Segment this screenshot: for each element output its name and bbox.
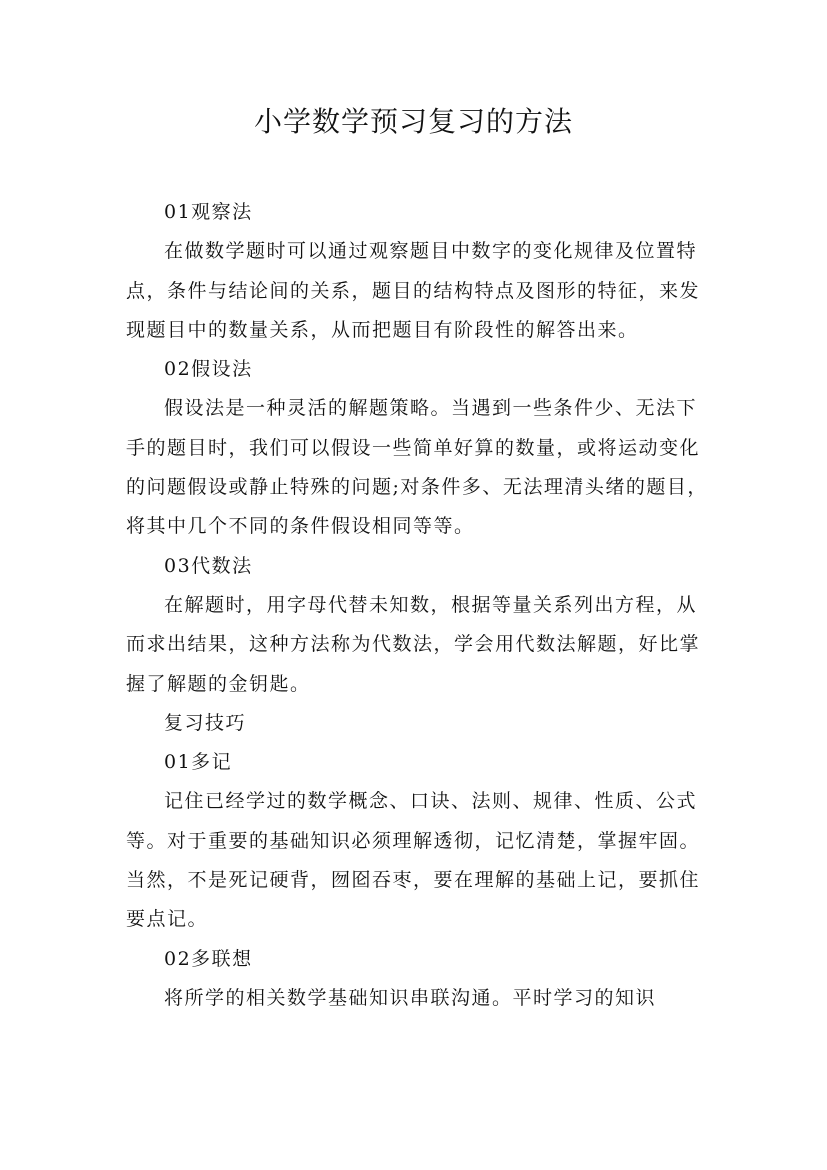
- heading-algebra-method: 03代数法: [164, 554, 253, 577]
- heading-memorize-more: 01多记: [164, 751, 233, 774]
- paragraph-associate-more: 将所学的相关数学基础知识串联沟通。平时学习的知识: [164, 986, 657, 1009]
- paragraph-memorize-more: 记住已经学过的数学概念、口诀、法则、规律、性质、公式等。对于重要的基础知识必须理解透彻，记忆清楚，掌握牢固。当然，不是死记硬背，囫囵吞枣，要在理解的基础上记，要抓住要点记。: [126, 790, 701, 931]
- heading-associate-more: 02多联想: [164, 947, 253, 970]
- paragraph-assumption-method: 假设法是一种灵活的解题策略。当遇到一些条件少、无法下手的题目时，我们可以假设一些简单好算的数量，或将运动变化的问题假设或静止特殊的问题;对条件多、无法理清头绪的题目，将其中几个不同的条件假设相同等等。: [126, 397, 708, 538]
- paragraph-observation-method: 在做数学题时可以通过观察题目中数字的变化规律及位置特点，条件与结论间的关系，题目的结构特点及图形的特征，来发现题目中的数量关系，从而把题目有阶段性的解答出来。: [126, 240, 701, 341]
- paragraph-algebra-method: 在解题时，用字母代替未知数，根据等量关系列出方程，从而求出结果，这种方法称为代数法，学会用代数法解题，好比掌握了解题的金钥匙。: [126, 593, 701, 695]
- document-body: [126, 193, 716, 1018]
- heading-assumption-method: 02假设法: [164, 358, 253, 381]
- heading-observation-method: 01观察法: [164, 201, 253, 223]
- heading-review-tips: 复习技巧: [164, 711, 247, 734]
- document-title: 小学数学预习复习的方法: [253, 105, 573, 138]
